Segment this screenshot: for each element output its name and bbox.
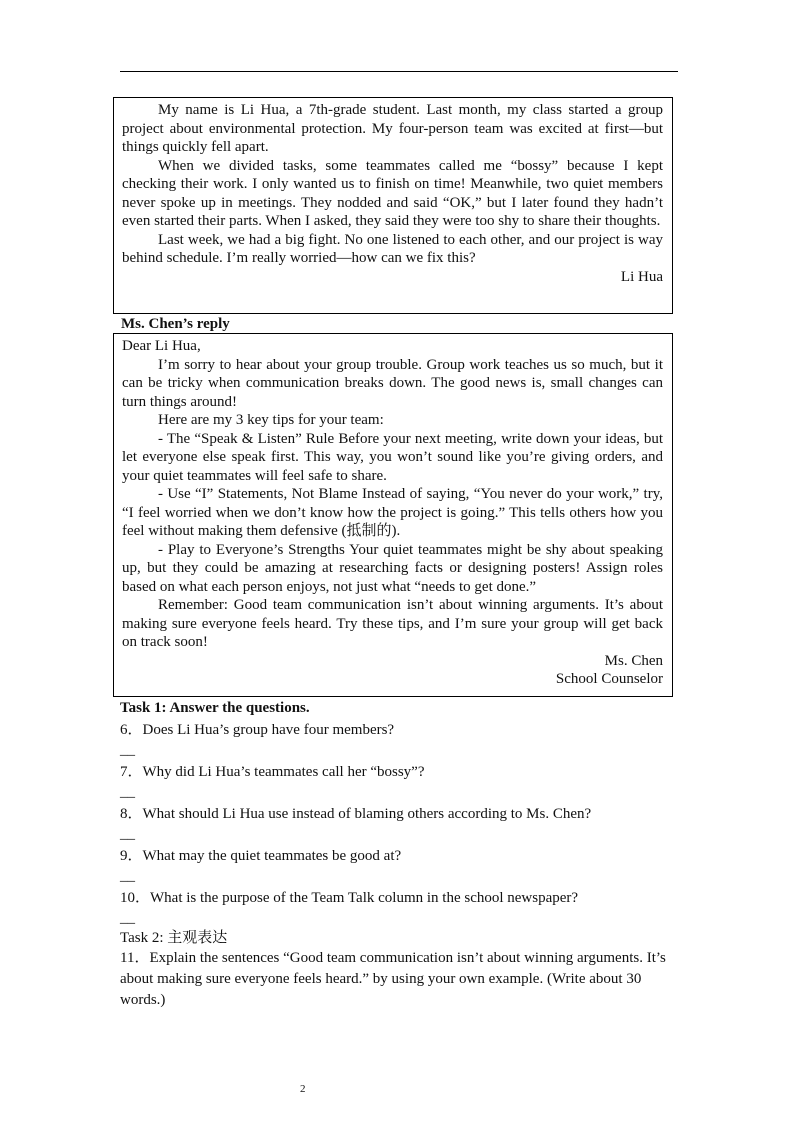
question-8: 8．What should Li Hua use instead of blaming others according to Ms. Chen? bbox=[120, 806, 592, 822]
letter-signature: Li Hua bbox=[620, 268, 663, 285]
letter-paragraph: When we divided tasks, some teammates called me “bossy” because I kept checking their work. I only wanted us to finish on time! Meanwhile, two quiet members never spoke up in meetings. They nodded and said “OK,” but I later found they hadn’t even started their parts. When I asked, they said they were too shy to share their thoughts. bbox=[122, 157, 663, 229]
reply-paragraph: I’m sorry to hear about your group trouble. Group work teaches us so much, but it can be tricky when communication breaks down. The good news is, small changes can turn things around! bbox=[122, 356, 663, 410]
reply-tip: - Use “I” Statements, Not Blame Instead of saying, “You never do your work,” try, “I feel worried when we don’t know how the project is going.” This tells others how you feel without making them defensive (抵制的). bbox=[122, 486, 663, 539]
answer-blank[interactable]: __ bbox=[120, 826, 135, 842]
reply-signature-name: Ms. Chen bbox=[604, 652, 663, 669]
question-7: 7．Why did Li Hua’s teammates call her “bossy”? bbox=[120, 764, 425, 780]
question-11: 11．Explain the sentences “Good team communication isn’t about winning arguments. It’s about making sure everyone feels heard.” by using your own example. (Write about 30 words.) bbox=[120, 950, 666, 1008]
reply-box bbox=[113, 333, 673, 697]
task1-title: Task 1: Answer the questions. bbox=[120, 700, 310, 716]
answer-blank[interactable]: __ bbox=[120, 868, 135, 884]
reply-paragraph: Remember: Good team communication isn’t about winning arguments. It’s about making sure everyone feels heard. Try these tips, and I’m sure your group will get back on track soon! bbox=[122, 597, 663, 650]
reply-tip: - Play to Everyone’s Strengths Your quiet teammates might be shy about speaking up, but they could be amazing at researching facts or designing posters! Assign roles based on what each person enjoys, not just what “needs to get done.” bbox=[122, 541, 663, 595]
answer-blank[interactable]: __ bbox=[120, 742, 135, 758]
reply-heading: Ms. Chen’s reply bbox=[121, 316, 230, 332]
reply-paragraph: Here are my 3 key tips for your team: bbox=[158, 412, 384, 428]
answer-blank[interactable]: __ bbox=[120, 784, 135, 800]
reply-greeting: Dear Li Hua, bbox=[122, 338, 201, 354]
reply-signature-title: School Counselor bbox=[555, 671, 663, 687]
task2-title: Task 2: 主观表达 bbox=[120, 930, 228, 946]
letter-paragraph: Last week, we had a big fight. No one listened to each other, and our project is way behind schedule. I’m really worried—how can we fix this? bbox=[122, 231, 663, 266]
page-number: 2 bbox=[300, 1083, 306, 1095]
question-9: 9．What may the quiet teammates be good at? bbox=[120, 848, 402, 864]
header-rule bbox=[120, 71, 678, 72]
reply-tip: - The “Speak & Listen” Rule Before your next meeting, write down your ideas, but let everyone else speak first. This way, you won’t sound like you’re giving orders, and your quiet teammates will feel safe to share. bbox=[122, 430, 663, 484]
letter-paragraph: My name is Li Hua, a 7th-grade student. Last month, my class started a group project about environmental protection. My four-person team was excited at first—but things quickly fell apart. bbox=[122, 102, 663, 155]
question-6: 6．Does Li Hua’s group have four members? bbox=[120, 722, 395, 738]
question-10: 10．What is the purpose of the Team Talk column in the school newspaper? bbox=[120, 890, 579, 906]
letter-box bbox=[113, 97, 673, 314]
tasks-section bbox=[120, 699, 680, 1011]
answer-blank[interactable]: __ bbox=[120, 910, 135, 926]
